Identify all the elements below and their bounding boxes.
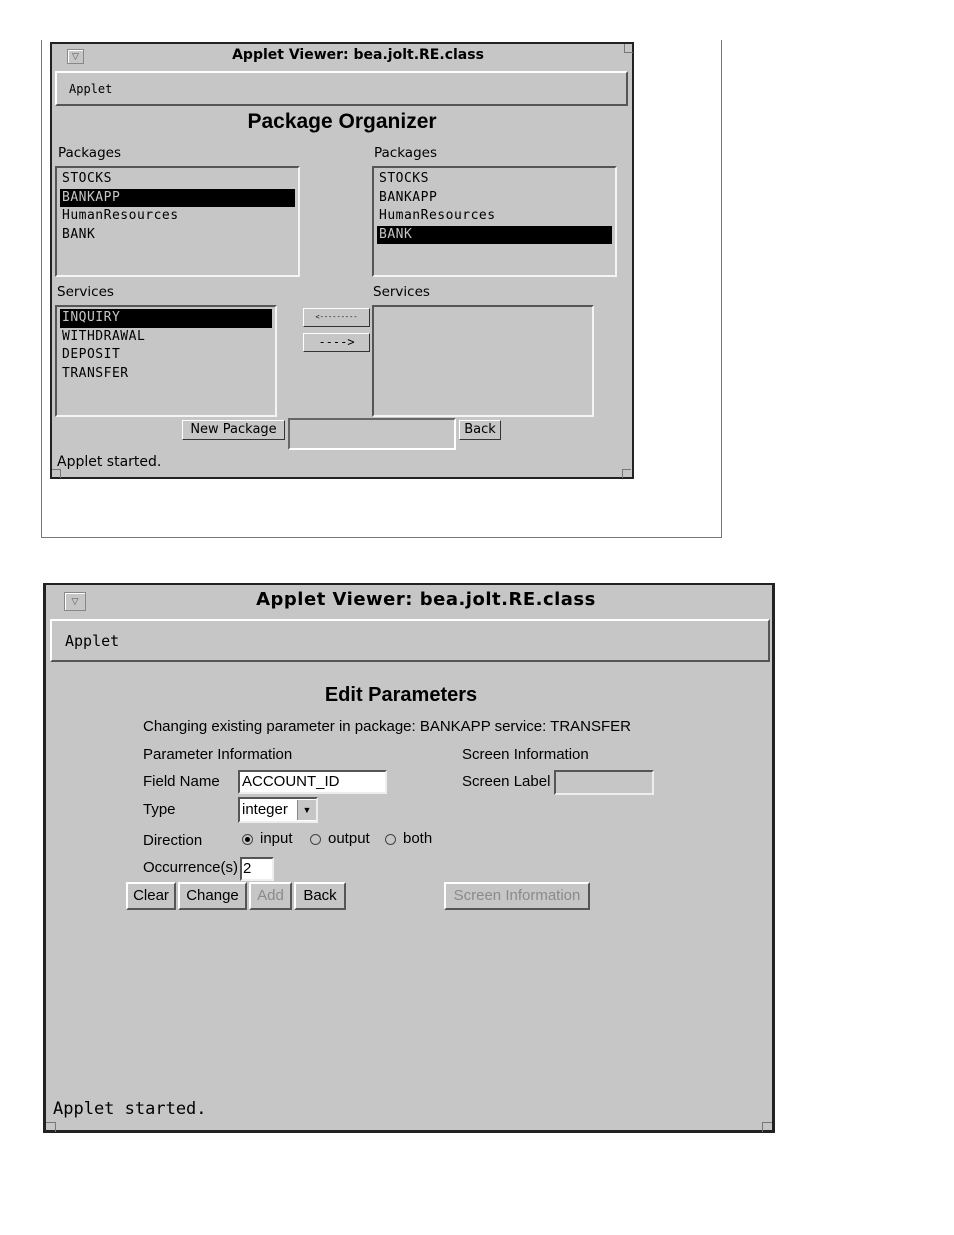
window-menu-icon[interactable]: ▽: [64, 592, 86, 611]
applet-window-edit-parameters: [43, 583, 775, 1133]
change-button[interactable]: Change: [178, 882, 247, 910]
left-packages-label: Packages: [58, 145, 121, 161]
screen-label-input[interactable]: [554, 770, 654, 795]
resize-corner: [52, 469, 61, 478]
type-select[interactable]: [238, 797, 318, 823]
corner-mark: [624, 44, 633, 53]
radio-button[interactable]: [385, 834, 396, 845]
applet-menubar: [55, 71, 628, 106]
status-bar: Applet started.: [57, 454, 162, 470]
radio-label: both: [403, 830, 433, 847]
field-name-input[interactable]: ACCOUNT_ID: [238, 770, 387, 794]
radio-button[interactable]: [310, 834, 321, 845]
status-bar: Applet started.: [53, 1099, 207, 1119]
applet-menu[interactable]: Applet: [69, 82, 113, 96]
resize-corner: [622, 469, 631, 478]
move-right-button[interactable]: ---->: [303, 333, 370, 352]
list-item[interactable]: HumanResources: [62, 208, 179, 223]
move-left-button[interactable]: <---------: [303, 308, 370, 327]
new-package-input[interactable]: [288, 418, 456, 450]
parameter-information-label: Parameter Information: [143, 746, 293, 763]
applet-window-package-organizer: [50, 42, 634, 479]
radio-label: output: [328, 830, 370, 847]
list-item[interactable]: WITHDRAWAL: [62, 328, 146, 344]
new-package-button[interactable]: New Package: [182, 420, 285, 440]
right-services-label: Services: [373, 284, 430, 300]
list-item[interactable]: BANK: [62, 226, 96, 242]
back-button[interactable]: Back: [459, 420, 501, 440]
left-services-label: Services: [57, 284, 114, 300]
right-packages-list[interactable]: [372, 166, 617, 277]
occurrences-input[interactable]: 2: [240, 857, 274, 881]
list-item[interactable]: HumanResources: [379, 208, 496, 223]
left-packages-list[interactable]: [55, 166, 300, 277]
type-label: Type: [143, 801, 176, 818]
clear-button[interactable]: Clear: [126, 882, 176, 910]
list-item[interactable]: STOCKS: [62, 171, 112, 186]
resize-corner: [762, 1122, 772, 1132]
right-packages-label: Packages: [374, 145, 437, 161]
screen-information-label: Screen Information: [462, 746, 589, 763]
right-services-list[interactable]: [372, 305, 594, 417]
resize-corner: [46, 1122, 56, 1132]
subtitle: Changing existing parameter in package: BANKAPP service: TRANSFER: [143, 718, 632, 735]
list-item[interactable]: DEPOSIT: [62, 347, 121, 362]
back-button[interactable]: Back: [294, 882, 346, 910]
list-item[interactable]: BANK: [377, 226, 612, 245]
direction-label: Direction: [143, 832, 203, 849]
direction-radio-group: [238, 830, 498, 852]
screen-information-button[interactable]: Screen Information: [444, 882, 590, 910]
radio-label: input: [260, 830, 293, 847]
page-title: Edit Parameters: [324, 684, 478, 706]
left-services-list[interactable]: [55, 305, 277, 417]
applet-menubar: [50, 619, 770, 662]
chevron-down-icon[interactable]: ▼: [297, 800, 316, 820]
field-name-label: Field Name: [143, 773, 220, 790]
list-item[interactable]: TRANSFER: [62, 365, 129, 381]
list-item[interactable]: STOCKS: [379, 171, 429, 186]
window-title: Applet Viewer: bea.jolt.RE.class: [256, 589, 596, 610]
screen-label-label: Screen Label: [462, 773, 551, 790]
radio-button[interactable]: [242, 834, 253, 845]
window-title: Applet Viewer: bea.jolt.RE.class: [232, 47, 484, 63]
list-item[interactable]: BANKAPP: [60, 189, 295, 208]
add-button[interactable]: Add: [249, 882, 292, 910]
applet-menu[interactable]: Applet: [65, 632, 120, 650]
list-item[interactable]: BANKAPP: [379, 189, 438, 205]
type-select-value: integer: [242, 801, 288, 818]
page-title: Package Organizer: [247, 110, 437, 133]
list-item[interactable]: INQUIRY: [60, 309, 272, 328]
occurrences-label: Occurrence(s): [143, 859, 239, 876]
window-menu-icon[interactable]: ▽: [67, 49, 84, 64]
